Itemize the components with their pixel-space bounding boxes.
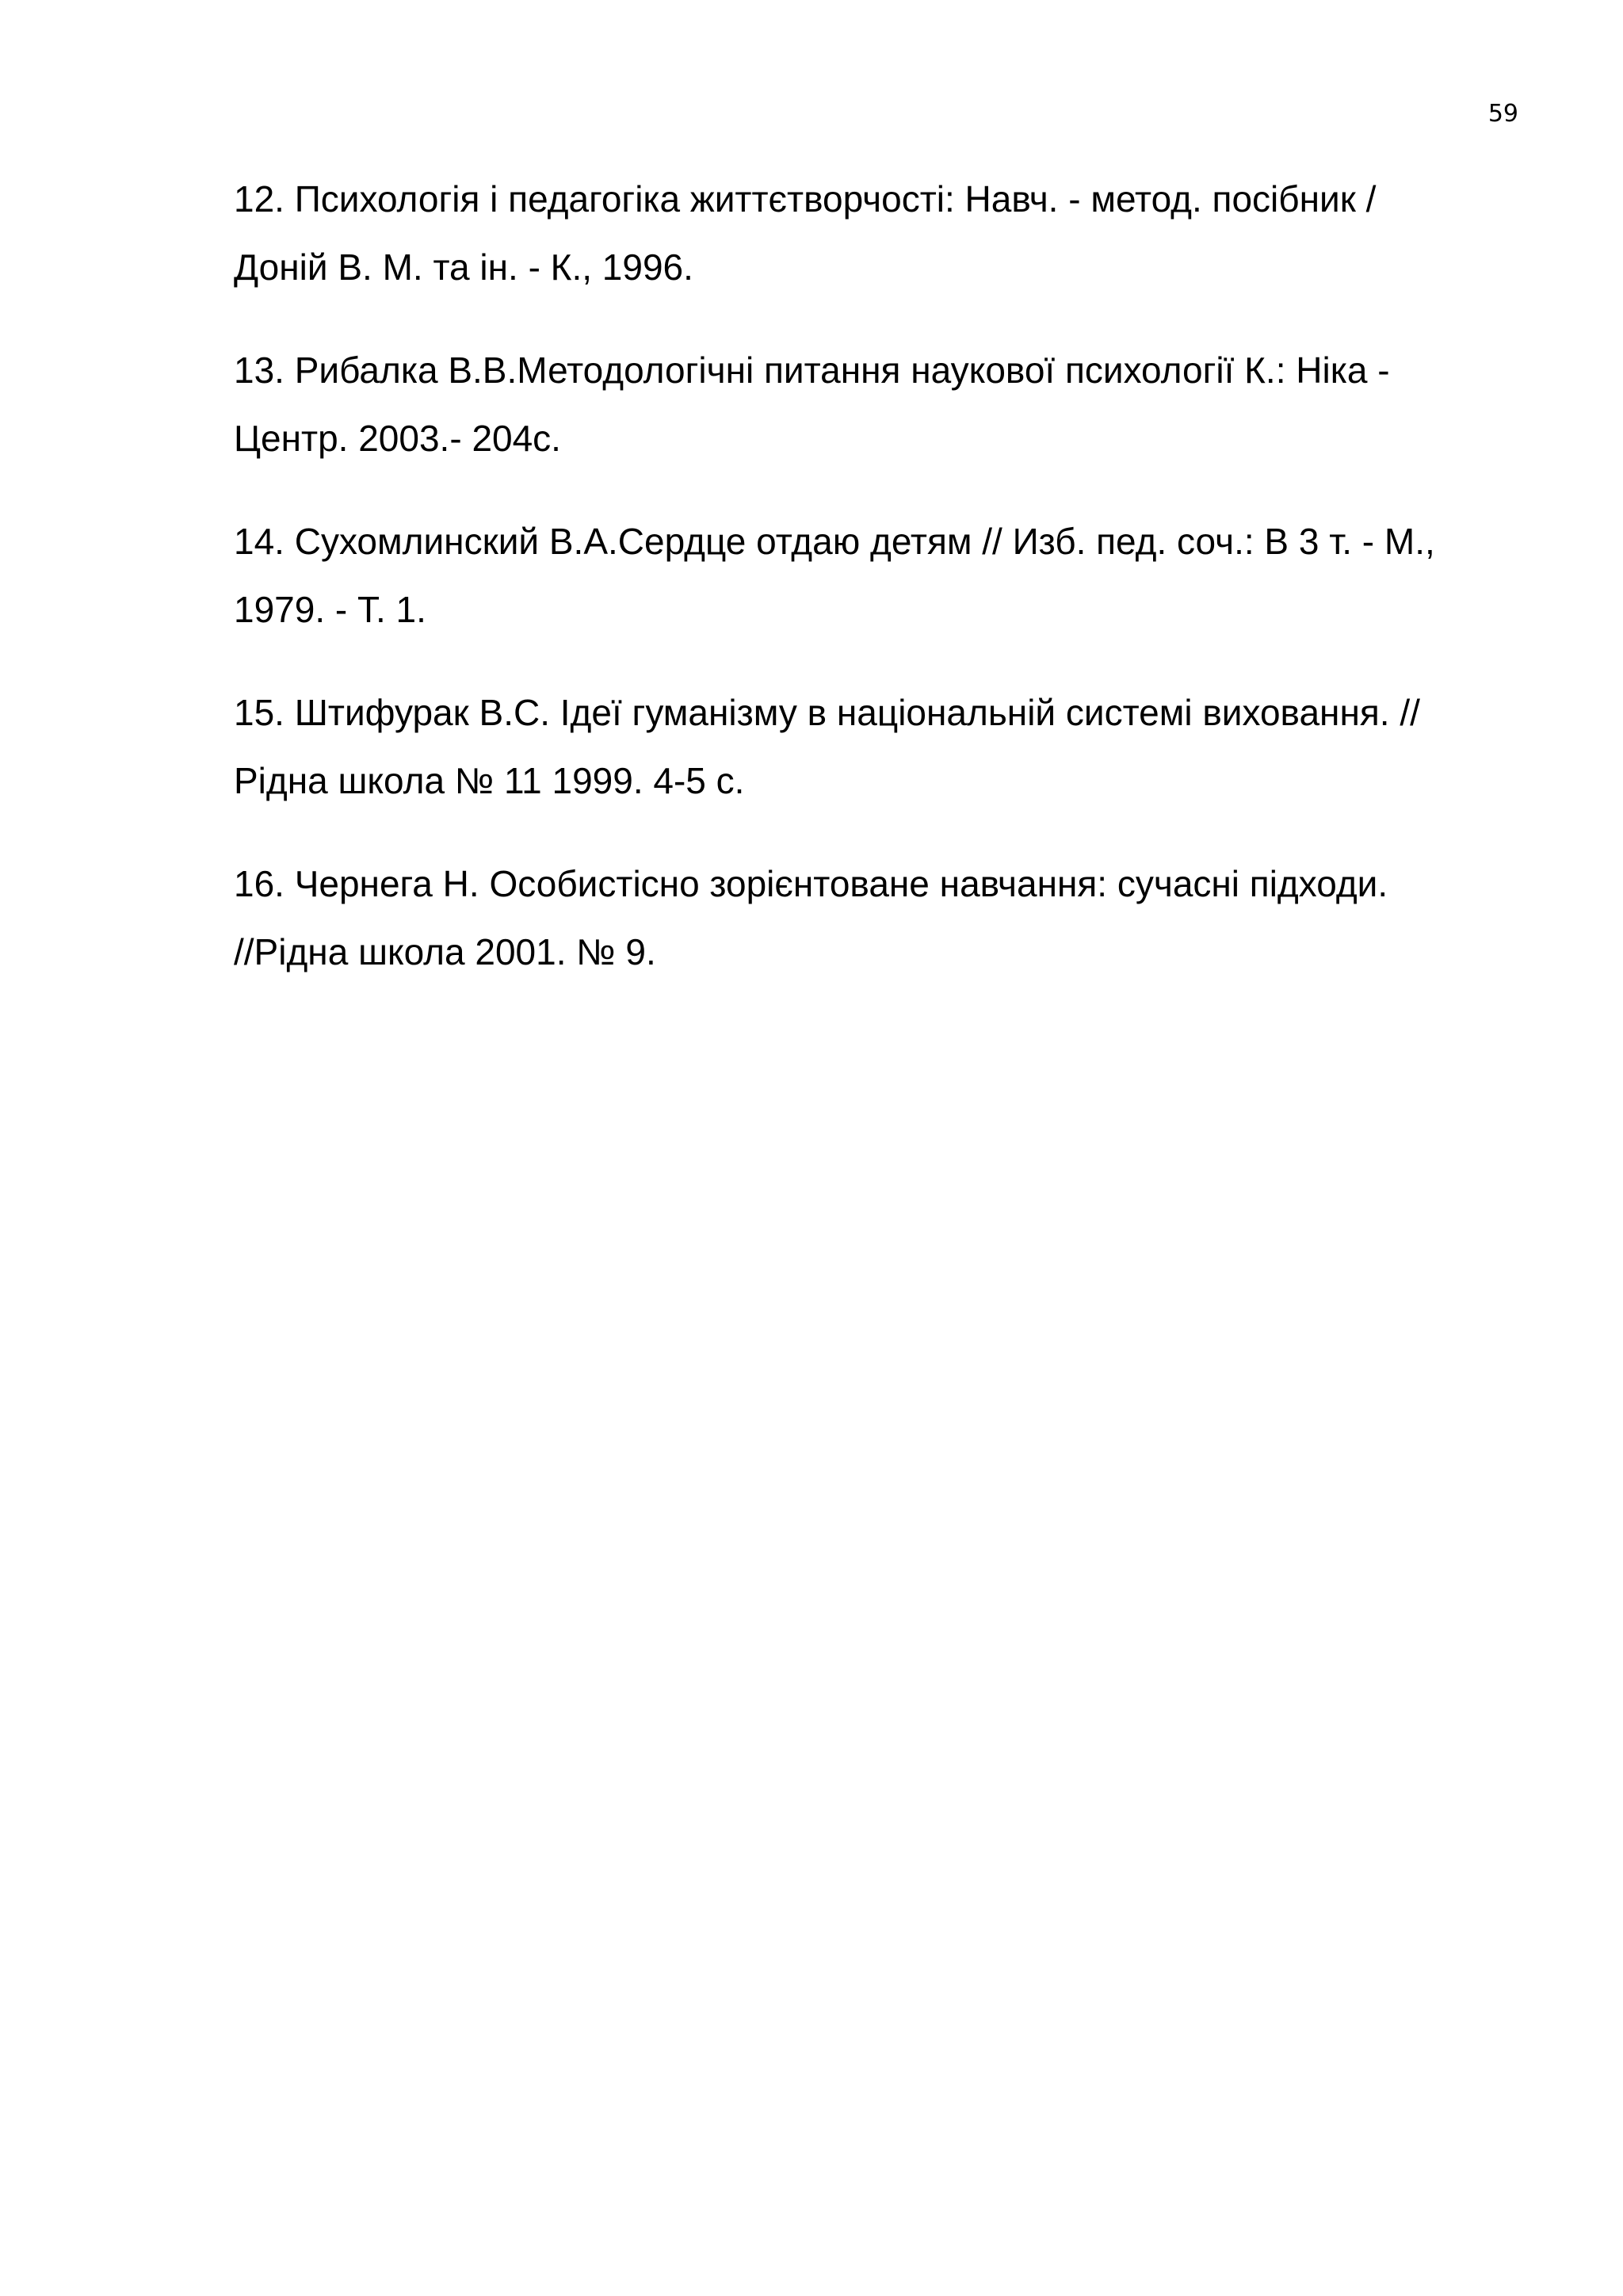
reference-line: 13. Рибалка В.В.Методологічні питання наукової психології К.: Ніка - (234, 350, 1390, 391)
reference-line: 1979. - Т. 1. (234, 589, 426, 630)
reference-line: Доній В. М. та ін. - К., 1996. (234, 246, 693, 288)
page-number: 59 (1487, 100, 1518, 128)
reference-line: Центр. 2003.- 204с. (234, 418, 561, 459)
reference-item (234, 165, 1533, 301)
reference-line: 12. Психологія і педагогіка життєтворчості: Навч. - метод. посібник / (234, 178, 1377, 220)
reference-line: 14. Сухомлинский В.А.Сердце отдаю детям // Изб. пед. соч.: В 3 т. - М., (234, 521, 1435, 562)
reference-line: //Рідна школа 2001. № 9. (234, 931, 656, 972)
reference-item (234, 678, 1533, 815)
reference-item (234, 850, 1533, 986)
reference-list (234, 165, 1533, 1021)
reference-item (234, 507, 1533, 644)
reference-line: 15. Штифурак В.С. Ідеї гуманізму в національній системі виховання. // (234, 692, 1420, 733)
reference-item (234, 336, 1533, 472)
reference-line: Рідна школа № 11 1999. 4-5 с. (234, 760, 745, 801)
reference-line: 16. Чернега Н. Особистісно зорієнтоване навчання: сучасні підходи. (234, 863, 1388, 904)
